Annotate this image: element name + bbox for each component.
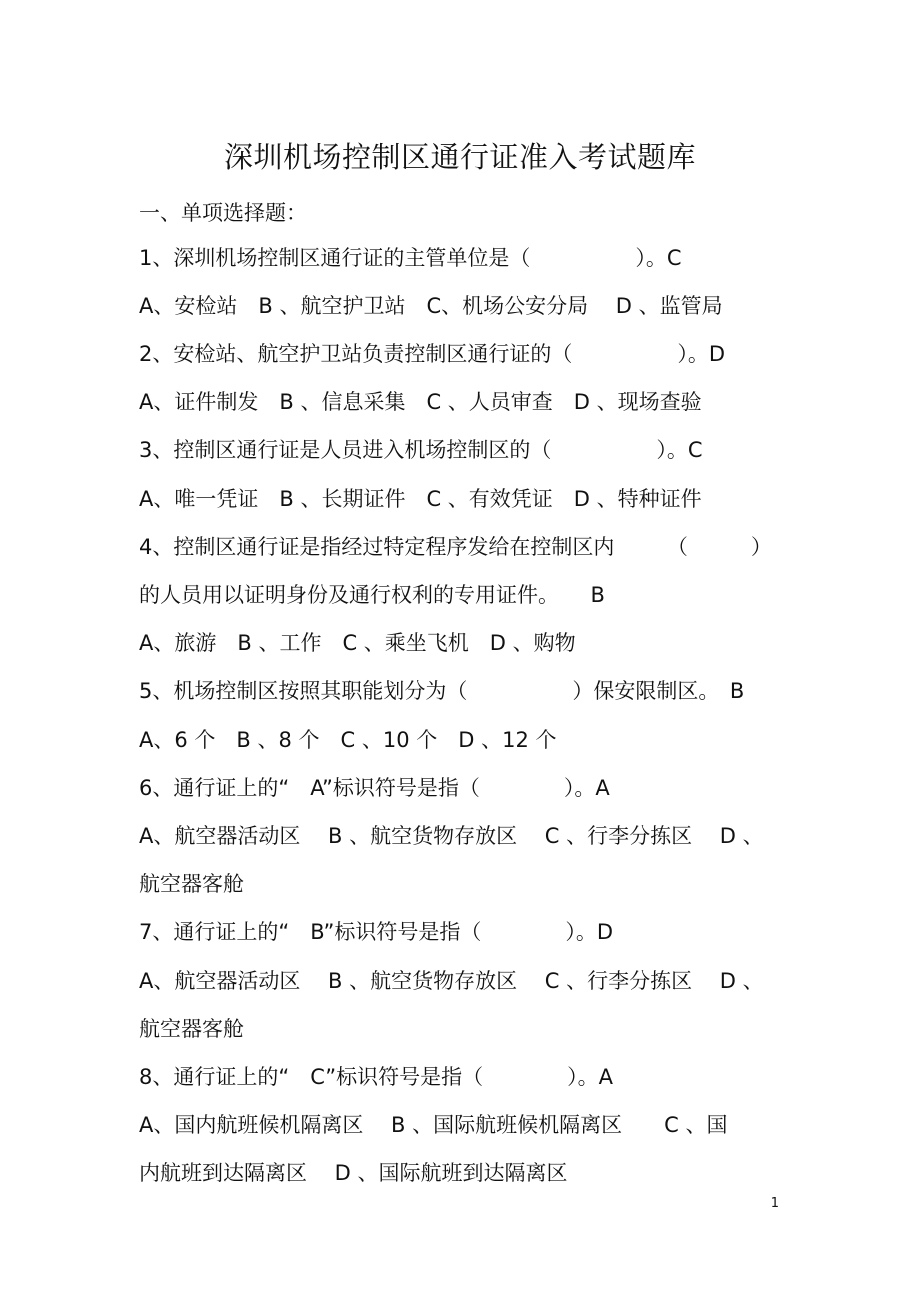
question-line: 4、控制区通行证是指经过特定程序发给在控制区内 （ ） [139, 535, 772, 559]
options-line-continued: 内航班到达隔离区 D 、国际航班到达隔离区 [139, 1161, 568, 1185]
options-line: A、安检站 B 、航空护卫站 C、机场公安分局 D 、监管局 [139, 294, 723, 318]
question-line: 6、通行证上的“ A”标识符号是指（ ）。A [139, 776, 610, 800]
question-line: 2、安检站、航空护卫站负责控制区通行证的（ ）。D [139, 342, 726, 366]
page-title: 深圳机场控制区通行证准入考试题库 [223, 140, 696, 174]
question-line: 3、控制区通行证是人员进入机场控制区的（ ）。C [139, 438, 703, 462]
options-line: A、国内航班候机隔离区 B 、国际航班候机隔离区 C 、国 [139, 1113, 728, 1137]
options-line: A、航空器活动区 B 、航空货物存放区 C 、行李分拣区 D 、 [139, 824, 764, 848]
question-line: 5、机场控制区按照其职能划分为（ ）保安限制区。 B [139, 679, 745, 703]
question-line: 1、深圳机场控制区通行证的主管单位是（ ）。C [139, 246, 682, 270]
options-line: A、证件制发 B 、信息采集 C 、人员审查 D 、现场查验 [139, 390, 702, 414]
options-line: A、6 个 B 、8 个 C 、10 个 D 、12 个 [139, 728, 557, 752]
question-line: 7、通行证上的“ B”标识符号是指（ ）。D [139, 920, 614, 944]
options-line: A、旅游 B 、工作 C 、乘坐飞机 D 、购物 [139, 631, 576, 655]
question-line-continued: 的人员用以证明身份及通行权利的专用证件。 B [139, 583, 605, 607]
page-number: 1 [770, 1196, 779, 1211]
options-line-continued: 航空器客舱 [139, 872, 244, 896]
question-line: 8、通行证上的“ C”标识符号是指（ ）。A [139, 1065, 614, 1089]
options-line: A、航空器活动区 B 、航空货物存放区 C 、行李分拣区 D 、 [139, 969, 764, 993]
section-heading: 一、单项选择题： [139, 201, 307, 225]
options-line: A、唯一凭证 B 、长期证件 C 、有效凭证 D 、特种证件 [139, 487, 702, 511]
options-line-continued: 航空器客舱 [139, 1017, 244, 1041]
